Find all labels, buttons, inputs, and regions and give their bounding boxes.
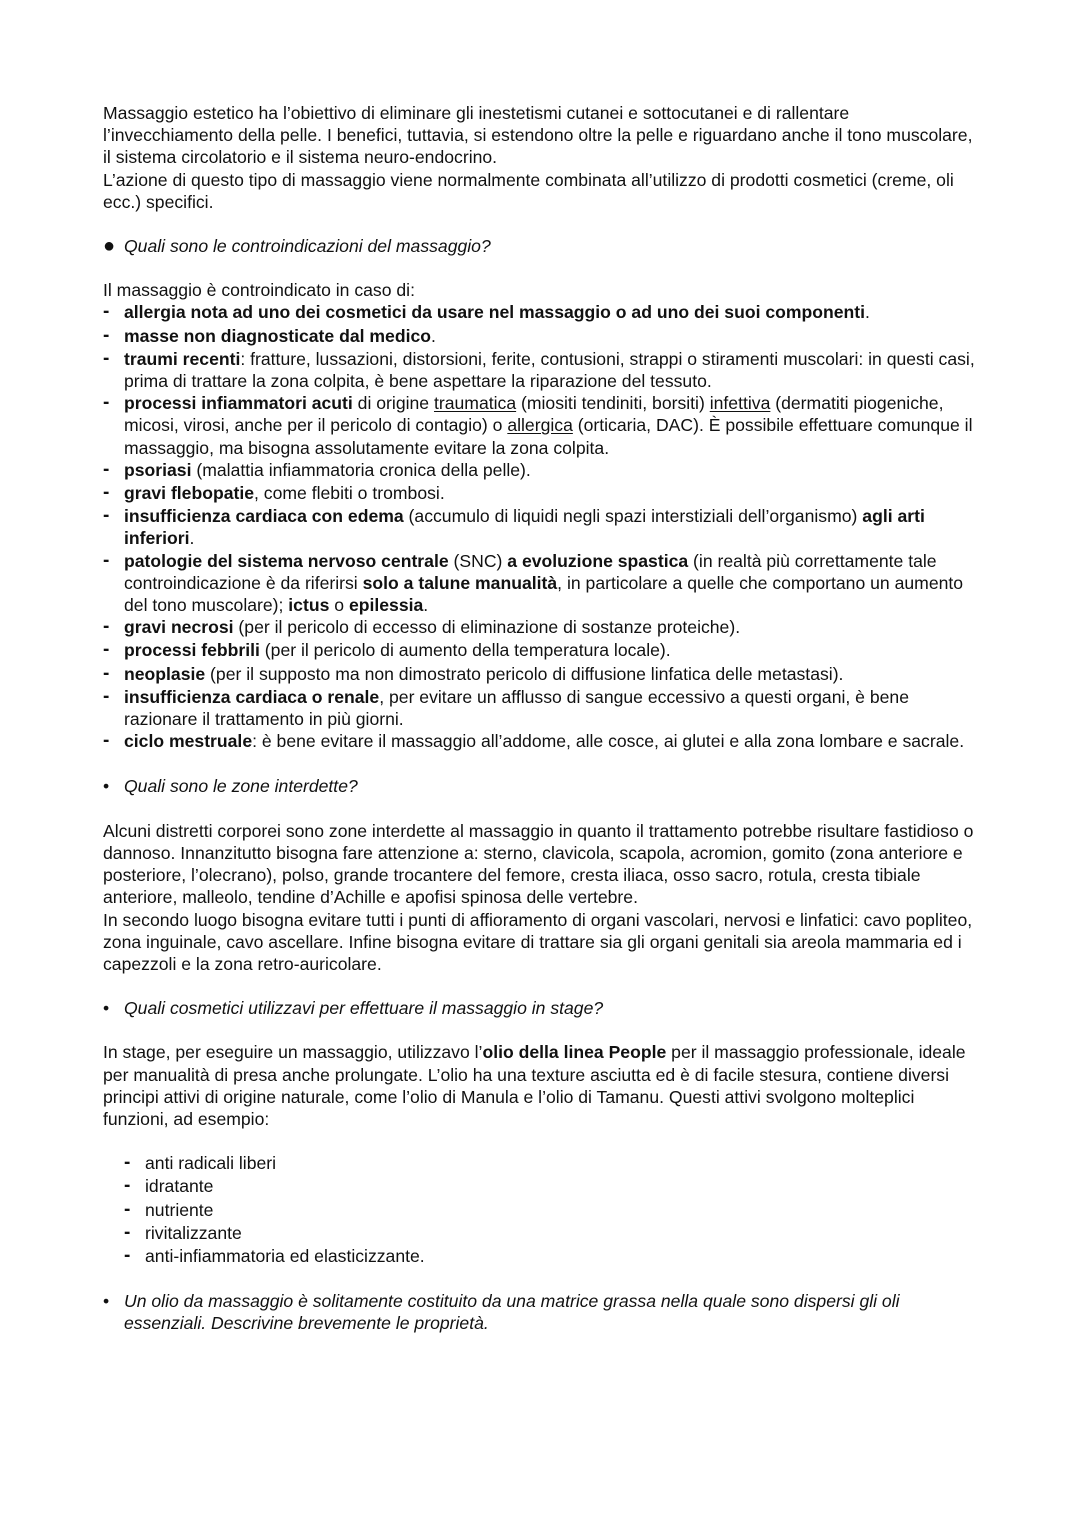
list-item: [103, 550, 983, 617]
spacer: [103, 1019, 983, 1041]
item-term: a evoluzione spastica: [507, 550, 689, 571]
item-text: (per il pericolo di aumento della temperatura locale).: [259, 640, 671, 661]
list-item: [103, 325, 983, 348]
item-term: gravi flebopatie: [124, 483, 255, 504]
item-term: patologie del sistema nervoso centrale: [124, 550, 449, 571]
spacer: [103, 798, 983, 820]
item-text: (malattia infiammatoria cronica della pelle).: [191, 459, 531, 480]
item-term: agli arti inferiori: [124, 506, 925, 549]
question-text: Quali sono le controindicazioni del massaggio?: [124, 236, 491, 257]
item-text: di origine: [352, 393, 434, 414]
item-text: , in particolare a quelle che comportano un aumento del tono muscolare);: [124, 572, 964, 616]
forbidden-zones-paragraph-2: In secondo luogo bisogna evitare tutti i punti di affioramento di organi vascolari, nervosi e linfatici: cavo popliteo, zona inguinale, cavo ascellare. Infine bisogna evitare di trattare sia gli organi genitali sia areola mammaria ed i capezzoli e la zona retro-auricolare.: [103, 909, 973, 974]
item-text: , come flebiti o trombosi.: [254, 483, 445, 504]
spacer: [103, 1268, 983, 1290]
paragraph-text: per il massaggio professionale, ideale per manualità di presa anche prolungate. L’olio ha una texture asciutta ed è di facile stesura, contiene diversi principi attivi di origine naturale, come l’olio di Manula e l’olio di Tamanu. Questi attivi svolgono molteplici funzioni, ad esempio:: [103, 1042, 966, 1129]
item-text: (accumulo di liquidi negli spazi interstiziali dell’organismo): [403, 506, 863, 527]
bullet-icon: •: [103, 1291, 110, 1312]
item-text: (per il pericolo di eccesso di eliminazione di sostanze proteiche).: [233, 617, 741, 638]
item-text: : è bene evitare il massaggio all’addome, alle cosce, ai glutei e alla zona lombare e sacrale.: [252, 731, 965, 752]
dash-icon: -: [103, 458, 110, 480]
item-text: nutriente: [145, 1199, 214, 1220]
item-term: solo a talune manualità: [362, 572, 558, 593]
item-term: gravi necrosi: [124, 617, 234, 638]
bullet-icon: •: [103, 776, 110, 797]
item-term: psoriasi: [124, 459, 192, 480]
item-text: , per evitare un afflusso di sangue eccessivo a questi organi, è bene razionare il trattamento in più giorni.: [124, 686, 909, 730]
item-text: .: [189, 528, 195, 549]
dash-icon: -: [103, 685, 110, 707]
item-text: (orticaria, DAC). È possibile effettuare comunque il massaggio, ma bisogna assolutamente evitare la zona colpita.: [124, 415, 973, 458]
spacer: [103, 213, 983, 235]
list-item: [124, 1152, 983, 1175]
list-item: [124, 1245, 983, 1268]
item-term: insufficienza cardiaca o renale: [124, 686, 380, 707]
question-forbidden-zones: [103, 775, 983, 797]
question-text: Quali sono le zone interdette?: [124, 776, 358, 797]
list-item: [124, 1222, 983, 1245]
item-text: .: [431, 325, 436, 346]
list-item: [124, 1199, 983, 1222]
list-item: [103, 616, 983, 639]
item-text: anti radicali liberi: [145, 1153, 277, 1174]
dash-icon: -: [103, 616, 110, 638]
dash-icon: -: [103, 347, 110, 369]
intro-paragraph-2: L’azione di questo tipo di massaggio viene normalmente combinata all’utilizzo di prodotti cosmetici (creme, oli ecc.) specifici.: [103, 169, 954, 212]
functions-list: [103, 1152, 983, 1268]
item-term: masse non diagnosticate dal medico: [124, 325, 431, 346]
item-text: (SNC): [448, 550, 508, 571]
item-term: traumi recenti: [124, 348, 241, 369]
forbidden-zones-paragraph-1: Alcuni distretti corporei sono zone interdette al massaggio in quanto il trattamento potrebbe risultare fastidioso o dannoso. Innanzitutto bisogna fare attenzione a: sterno, clavicola, scapola, acromion, gomito (zona anteriore e posteriore, l’olecrano), polso, grande trocantere del femore, cresta iliaca, osso sacro, rotula, cresta tibiale anteriore, malleolo, tendine d’Achille e apofisi spinosa delle vertebre.: [103, 820, 974, 908]
item-text: (miositi tendiniti, borsiti): [516, 393, 710, 414]
dash-icon: -: [124, 1175, 131, 1197]
dash-icon: -: [103, 392, 110, 414]
question-text: Un olio da massaggio è solitamente costituito da una matrice grassa nella quale sono dispersi gli oli essenziali. Descrivine brevemente le proprietà.: [124, 1291, 900, 1334]
dash-icon: -: [103, 662, 110, 684]
item-term: processi infiammatori acuti: [124, 393, 353, 414]
dash-icon: -: [124, 1152, 131, 1174]
document-page: [103, 102, 983, 1335]
item-term: neoplasie: [124, 663, 206, 684]
dash-icon: -: [124, 1198, 131, 1220]
spacer: [103, 975, 983, 997]
dash-icon: -: [103, 324, 110, 346]
cosmetics-paragraph: [103, 1041, 983, 1130]
dash-icon: -: [103, 639, 110, 661]
intro-paragraph-1: Massaggio estetico ha l’obiettivo di eliminare gli inestetismi cutanei e sottocutanei e di rallentare l’invecchiamento della pelle. I benefici, tuttavia, si estendono oltre la pelle e riguardano anche il tono muscolare, il sistema circolatorio e il sistema neuro-endocrino.: [103, 103, 973, 168]
list-item: [103, 639, 983, 662]
spacer: [103, 257, 983, 279]
dash-icon: -: [103, 505, 110, 527]
item-term: allergia nota ad uno dei cosmetici da usare nel massaggio o ad uno dei suoi componenti: [124, 302, 866, 323]
underlined-term: allergica: [507, 415, 573, 436]
dash-icon: -: [103, 730, 110, 752]
item-term: ictus: [288, 595, 330, 616]
underlined-term: traumatica: [433, 393, 517, 414]
item-text: .: [423, 595, 429, 616]
list-item: [103, 348, 983, 392]
spacer: [103, 753, 983, 775]
dash-icon: -: [103, 482, 110, 504]
item-text: rivitalizzante: [145, 1222, 242, 1243]
list-item: [103, 392, 983, 459]
contraindications-list: [103, 301, 983, 753]
list-item: [103, 686, 983, 730]
item-text: (per il supposto ma non dimostrato pericolo di diffusione linfatica delle metastasi).: [205, 663, 844, 684]
list-item: [103, 482, 983, 505]
item-term: ciclo mestruale: [124, 731, 253, 752]
item-term: processi febbrili: [124, 640, 260, 661]
spacer: [103, 1130, 983, 1152]
bullet-icon: ●: [103, 235, 116, 258]
bullet-icon: •: [103, 998, 110, 1019]
item-text: anti-infiammatoria ed elasticizzante.: [145, 1245, 425, 1266]
item-text: (dermatiti piogeniche, micosi, virosi, anche per il pericolo di contagio) o: [124, 393, 944, 436]
list-item: [124, 1175, 983, 1198]
list-item: [103, 663, 983, 686]
item-text: o: [329, 595, 349, 616]
item-term: insufficienza cardiaca con edema: [124, 506, 404, 527]
dash-icon: -: [124, 1221, 131, 1243]
dash-icon: -: [103, 301, 110, 323]
item-text: : fratture, lussazioni, distorsioni, ferite, contusioni, strappi o stiramenti muscolari: in questi casi, prima di trattare la zona colpita, è bene aspettare la riparazione del tessuto.: [124, 348, 975, 392]
list-item: [103, 505, 983, 549]
paragraph-text: In stage, per eseguire un massaggio, utilizzavo l’: [103, 1042, 483, 1063]
list-item: [103, 301, 983, 324]
question-text: Quali cosmetici utilizzavi per effettuare il massaggio in stage?: [124, 998, 604, 1019]
product-name: olio della linea People: [482, 1042, 667, 1063]
dash-icon: -: [103, 549, 110, 571]
list-item: [103, 730, 983, 753]
item-text: (in realtà più correttamente tale controindicazione è da riferirsi: [124, 550, 937, 593]
question-cosmetics: [103, 997, 983, 1019]
item-text: .: [865, 302, 870, 323]
underlined-term: infettiva: [709, 393, 771, 414]
question-contraindications: [103, 235, 983, 257]
list-item: [103, 459, 983, 482]
question-oil-properties: [103, 1290, 983, 1334]
contraindications-lead: Il massaggio è controindicato in caso di:: [103, 280, 415, 301]
item-text: idratante: [145, 1176, 214, 1197]
item-term: epilessia: [348, 595, 424, 616]
dash-icon: -: [124, 1244, 131, 1266]
